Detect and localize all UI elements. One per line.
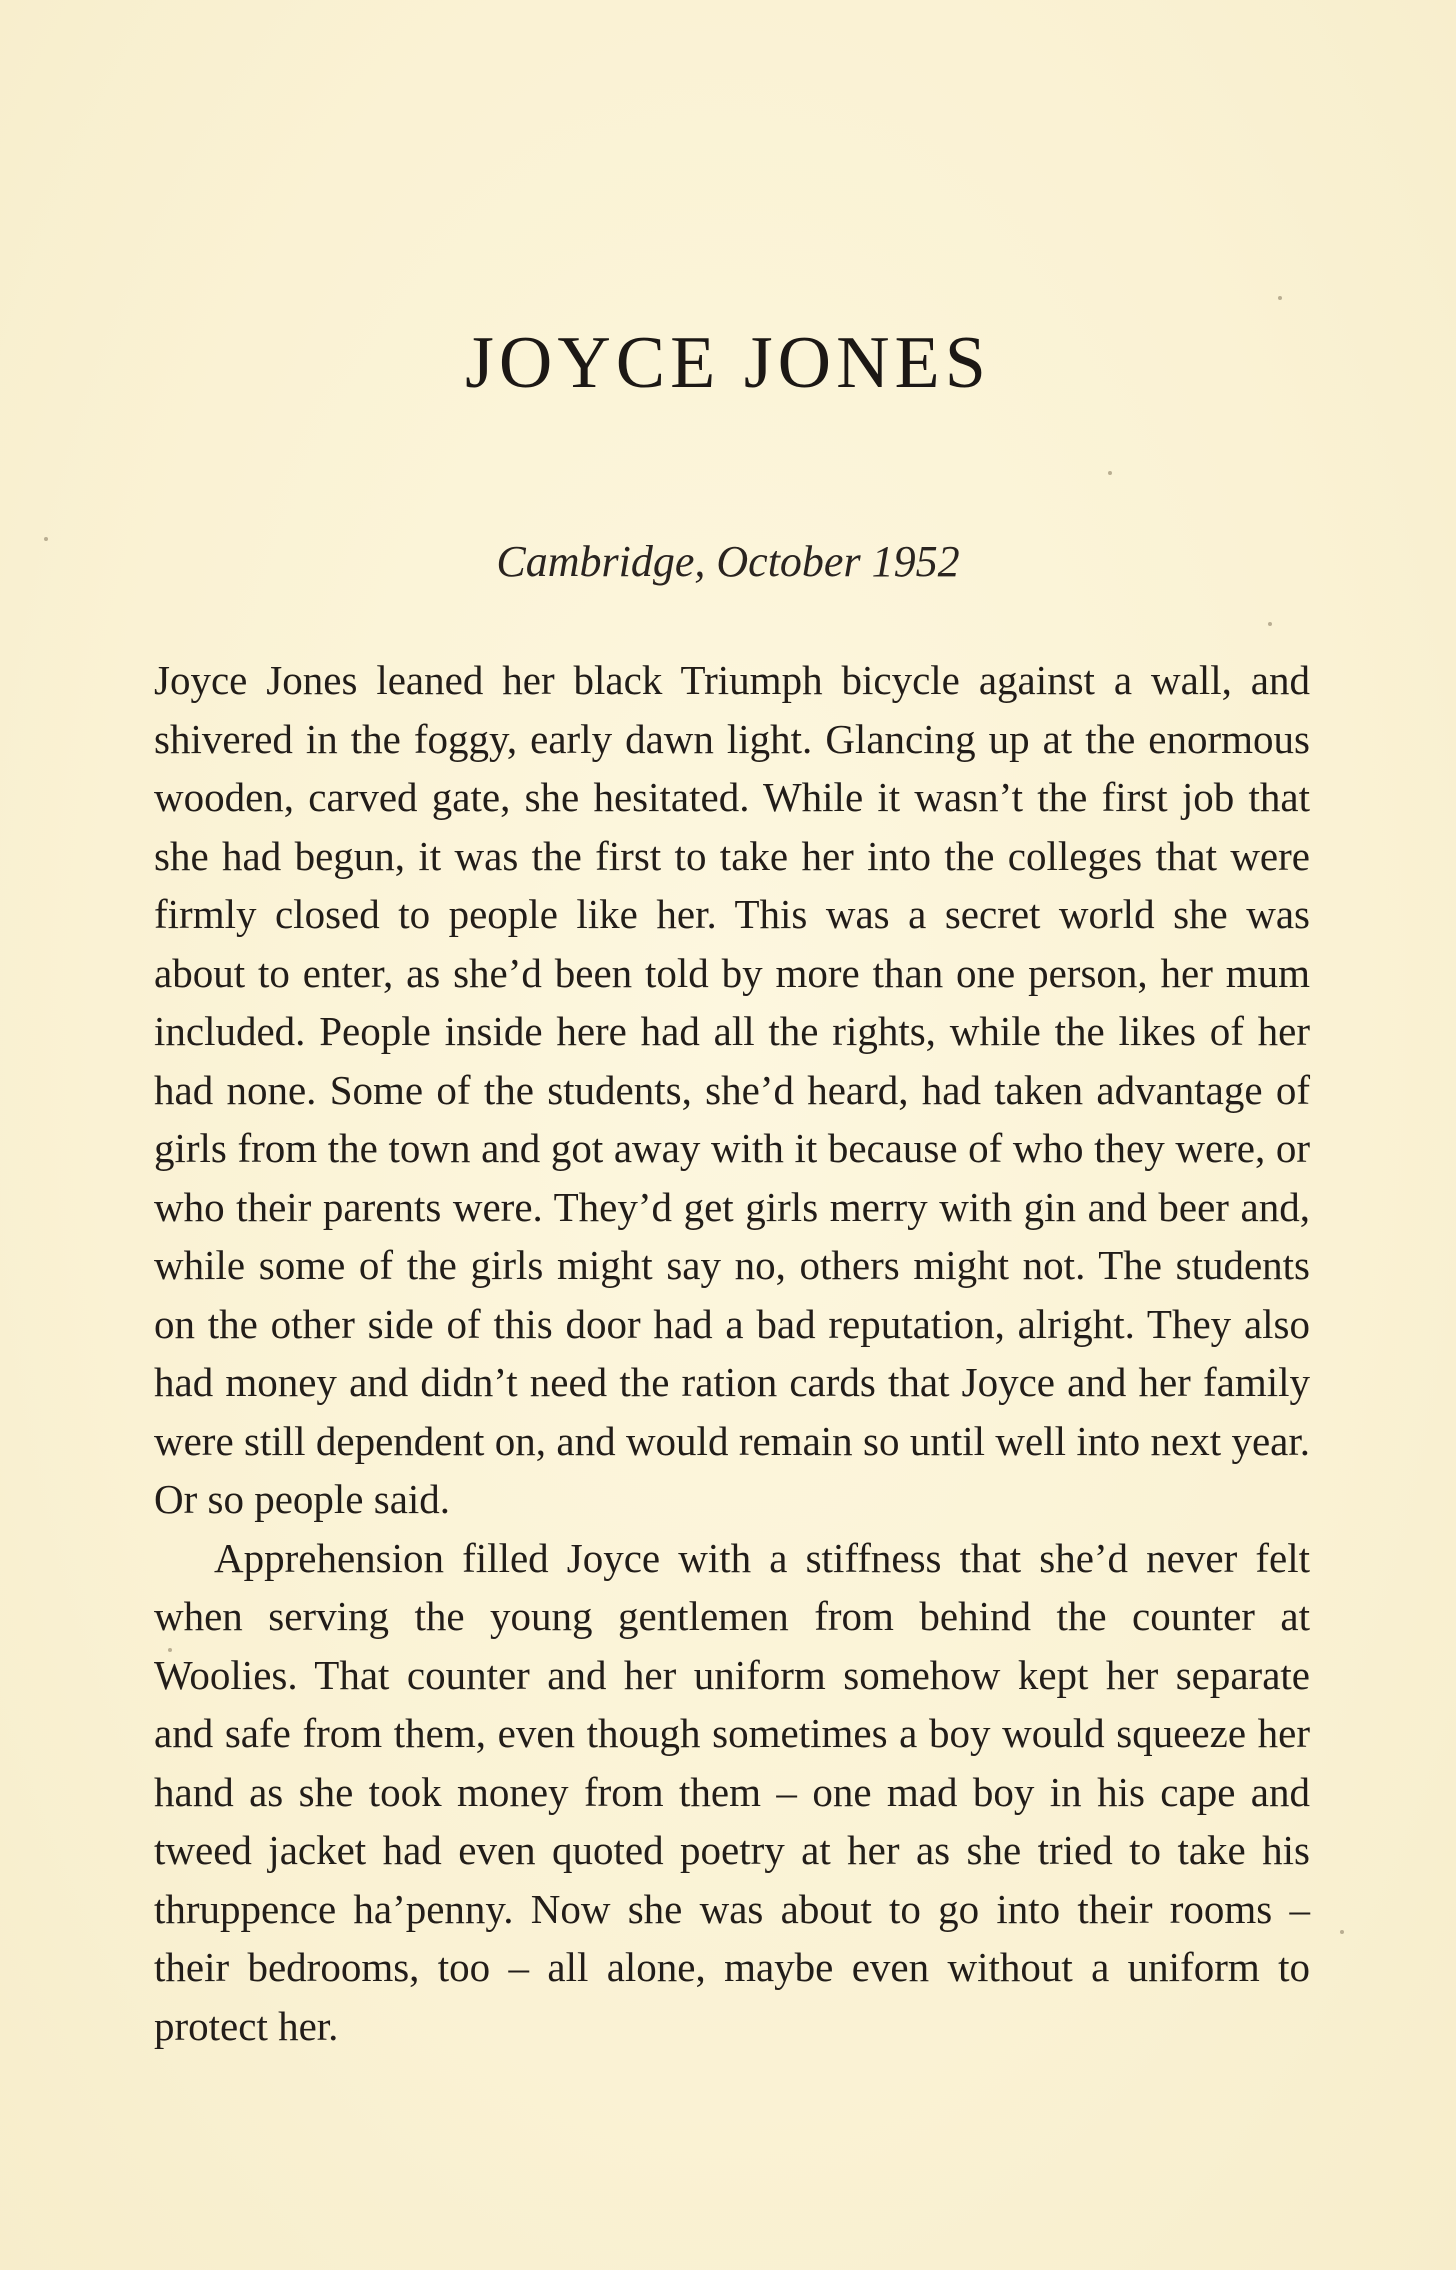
chapter-dateline: Cambridge, October 1952 [496,537,960,586]
paragraph: Joyce Jones leaned her black Triumph bicycle against a wall, and shivered in the foggy, early dawn light. Glancing up at the enormous wooden, carved gate, she hesitated. While it wasn’t the first job that she had begun, it was the first to take her into the colleges that were firmly closed to people like her. This was a secret world she was about to enter, as she’d been told by more than one person, her mum included. People inside here had all the rights, while the likes of her had none. Some of the students, she’d heard, had taken advantage of girls from the town and got away with it because of who they were, or who their parents were. They’d get girls merry with gin and beer and, while some of the girls might say no, others might not. The students on the other side of this door had a bad reputation, alright. They also had money and didn’t need the ration cards that Joyce and her family were still dependent on, and would remain so until well into next year. Or so people said. [154,657,1310,1522]
paper-speck [1268,622,1272,626]
paragraph: Apprehension filled Joyce with a stiffness that she’d never felt when serving the young gentlemen from behind the counter at Woolies. That counter and her uniform somehow kept her separate and safe from them, even though sometimes a boy would squeeze her hand as she took money from them – one mad boy in his cape and tweed jacket had even quoted poetry at her as she tried to take his thruppence ha’penny. Now she was about to go into their rooms – their bedrooms, too – all alone, maybe even without a uniform to protect her. [154,1534,1310,2049]
chapter-title: JOYCE JONES [465,321,991,404]
paper-speck [1340,1930,1344,1934]
paper-speck [1278,296,1282,300]
chapter-body [154,651,1310,2055]
paper-speck [1108,471,1112,475]
